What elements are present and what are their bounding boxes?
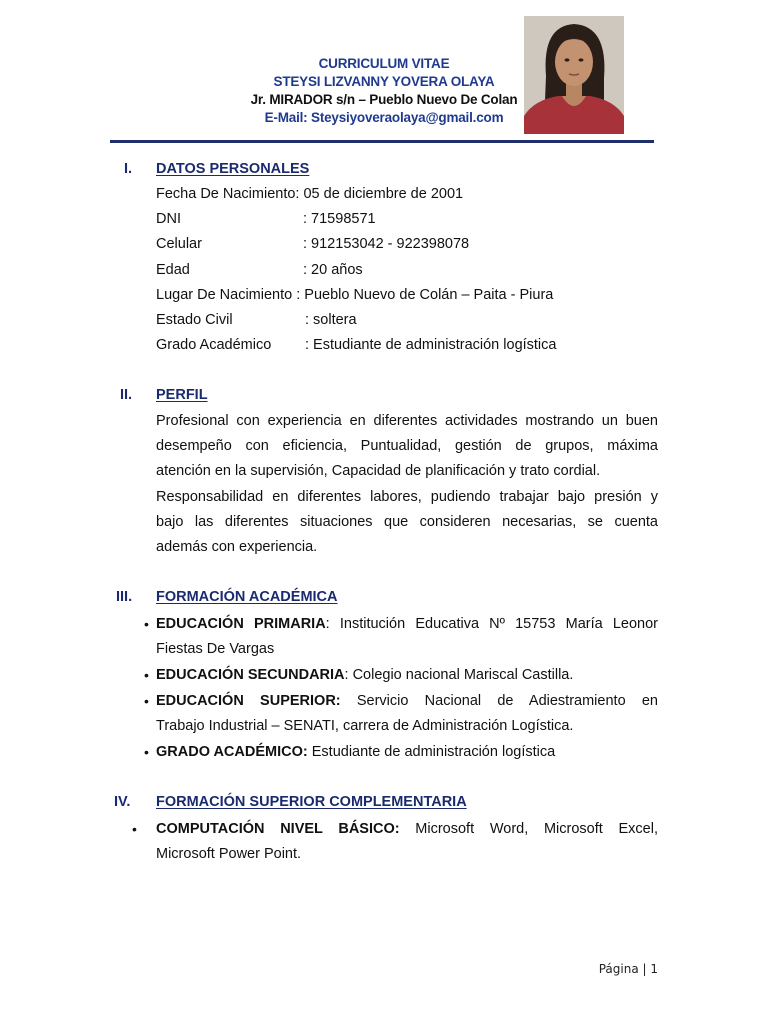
row-fecha-nacimiento — [156, 186, 463, 202]
item-continuation: Microsoft Power Point. — [156, 846, 302, 862]
row-dni — [156, 211, 376, 227]
item-label: EDUCACIÓN SUPERIOR: — [156, 693, 341, 709]
perfil-line: además con experiencia. — [156, 539, 318, 555]
row-value: : 20 años — [303, 262, 363, 278]
item-label: EDUCACIÓN PRIMARIA — [156, 616, 326, 632]
item-label: EDUCACIÓN SECUNDARIA — [156, 667, 345, 683]
row-value: : 912153042 - 922398078 — [303, 236, 470, 252]
education-item — [156, 744, 555, 760]
address: Jr. MIRADOR s/n – Pueblo Nuevo De Colan — [250, 92, 518, 107]
perfil-line: Profesional con experiencia en diferentes actividades mostrando un buen — [156, 413, 658, 429]
perfil-line: Responsabilidad en diferentes labores, pudiendo trabajar bajo presión y — [156, 489, 658, 505]
item-label: GRADO ACADÉMICO: — [156, 744, 308, 760]
candidate-name: STEYSI LIZVANNY YOVERA OLAYA — [273, 74, 495, 89]
row-estado-civil — [156, 312, 357, 328]
item-continuation: Trabajo Industrial – SENATI, carrera de Administración Logística. — [156, 718, 574, 734]
bullet-icon: • — [144, 616, 149, 632]
row-label: Celular — [156, 236, 202, 252]
bullet-icon: • — [144, 667, 149, 683]
row-grado-academico — [156, 337, 556, 353]
row-label: Estado Civil — [156, 312, 233, 328]
section-number: III. — [116, 589, 133, 605]
row-label: Grado Académico — [156, 337, 272, 353]
row-edad — [156, 262, 363, 278]
section-title: FORMACIÓN ACADÉMICA — [156, 589, 338, 605]
section-number: II. — [120, 387, 133, 403]
education-item — [156, 616, 658, 632]
item-value: Servicio Nacional de Adiestramiento en — [340, 693, 658, 709]
section-title: DATOS PERSONALES — [156, 161, 310, 177]
row-value: : 05 de diciembre de 2001 — [295, 186, 464, 202]
cv-title: CURRICULUM VITAE — [318, 56, 450, 71]
complementary-item — [156, 821, 658, 837]
perfil-line: desempeño con eficiencia, Puntualidad, gestión de grupos, máxima — [156, 438, 658, 454]
email: E-Mail: Steysiyoveraolaya@gmail.com — [264, 110, 504, 125]
perfil-line: atención en la supervisión, Capacidad de planificación y trato cordial. — [156, 463, 601, 479]
section-title: PERFIL — [156, 387, 208, 403]
education-item — [156, 667, 573, 683]
row-celular — [156, 236, 469, 252]
row-label: DNI — [156, 211, 181, 227]
item-label: COMPUTACIÓN NIVEL BÁSICO: — [156, 821, 400, 837]
item-continuation: Fiestas De Vargas — [156, 641, 275, 657]
row-lugar-nacimiento — [156, 287, 553, 303]
row-label: Edad — [156, 262, 190, 278]
page-number: Página | 1 — [598, 962, 658, 976]
bullet-icon: • — [144, 693, 149, 709]
section-number: IV. — [114, 794, 131, 810]
bullet-icon: • — [144, 744, 149, 760]
profile-photo — [524, 16, 624, 134]
section-number: I. — [124, 161, 133, 177]
item-value: : Colegio nacional Mariscal Castilla. — [344, 667, 574, 683]
row-label: Fecha De Nacimiento — [156, 186, 296, 202]
section-title: FORMACIÓN SUPERIOR COMPLEMENTARIA — [156, 794, 467, 810]
item-value: : Institución Educativa Nº 15753 María Leonor — [325, 616, 658, 632]
bullet-icon: • — [132, 821, 137, 837]
row-value: : Pueblo Nuevo de Colán – Paita - Piura — [296, 287, 554, 303]
item-value: Microsoft Word, Microsoft Excel, — [399, 821, 658, 837]
perfil-line: bajo las diferentes situaciones que consideren necesarias, se cuenta — [156, 514, 658, 530]
row-value: : soltera — [305, 312, 357, 328]
header-divider — [110, 140, 654, 143]
row-label: Lugar De Nacimiento — [156, 287, 293, 303]
row-value: : 71598571 — [303, 211, 376, 227]
item-value: Estudiante de administración logística — [307, 744, 556, 760]
education-item — [156, 693, 658, 709]
row-value: : Estudiante de administración logística — [305, 337, 557, 353]
